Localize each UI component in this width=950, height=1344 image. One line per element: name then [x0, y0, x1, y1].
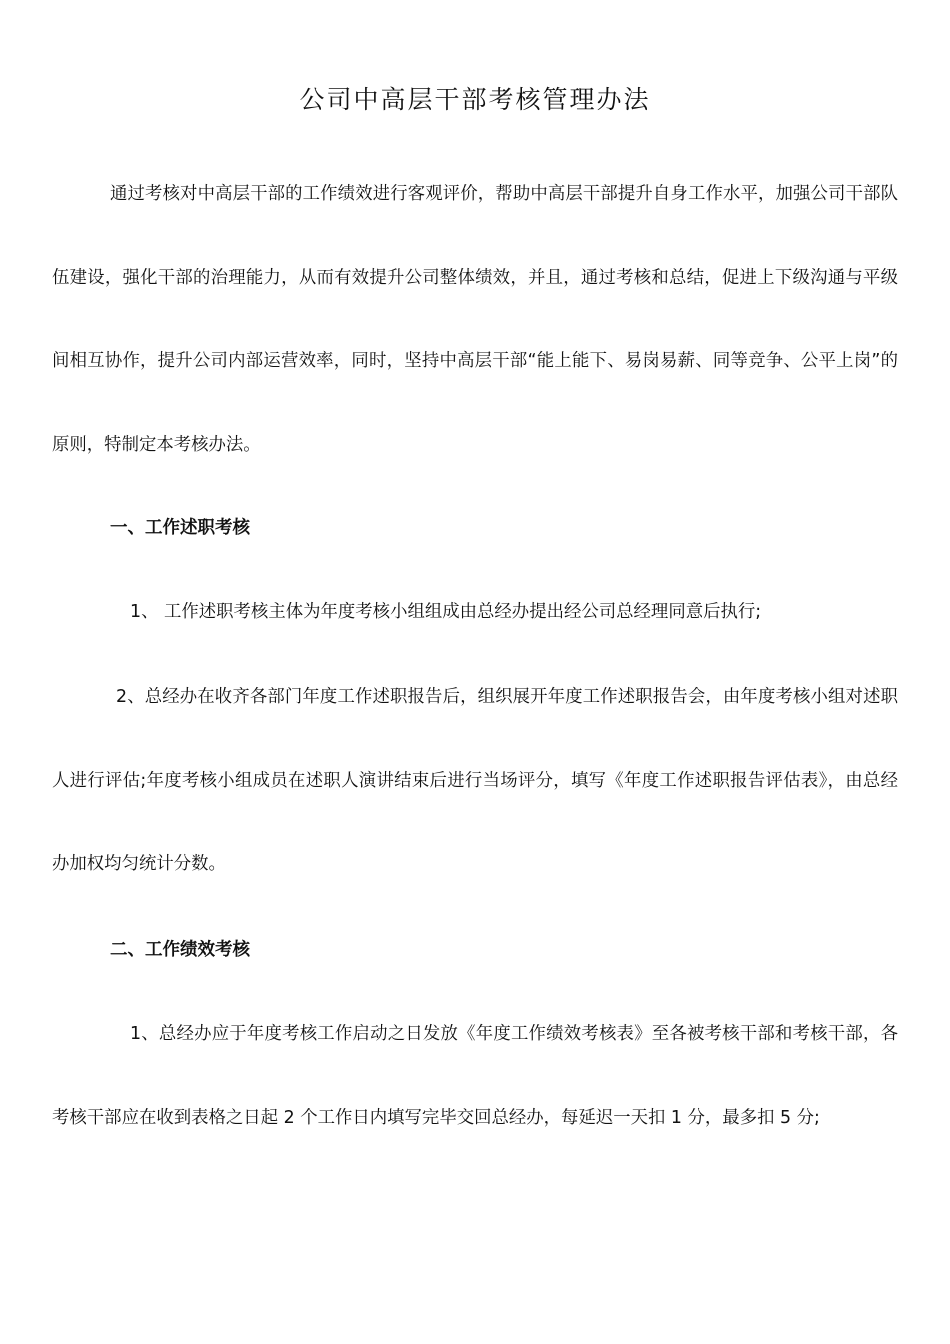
- document-title: 公司中高层干部考核管理办法: [299, 85, 651, 114]
- section-2-item-1: 1、总经办应于年度考核工作启动之日发放《年度工作绩效考核表》至各被考核干部和考核干部，各考核干部应在收到表格之日起 2 个工作日内填写完毕交回总经办，每延迟一天扣 1 分，最多扣 5 分;: [52, 1024, 898, 1128]
- section-1-item-2: 2、总经办在收齐各部门年度工作述职报告后，组织展开年度工作述职报告会，由年度考核小组对述职人进行评估;年度考核小组成员在述职人演讲结束后进行当场评分，填写《年度工作述职报告评估表》，由总经办加权均匀统计分数。: [52, 687, 898, 874]
- section-1-item-1: 1、 工作述职考核主体为年度考核小组组成由总经办提出经公司总经理同意后执行;: [130, 602, 762, 622]
- intro-paragraph: 通过考核对中高层干部的工作绩效进行客观评价，帮助中高层干部提升自身工作水平，加强公司干部队伍建设，强化干部的治理能力，从而有效提升公司整体绩效，并且，通过考核和总结，促进上下级沟通与平级间相互协作，提升公司内部运营效率，同时，坚持中高层干部“能上能下、易岗易薪、同等竞争、公平上岗”的原则，特制定本考核办法。: [52, 184, 898, 455]
- section-heading-2: 二、工作绩效考核: [110, 940, 250, 960]
- section-heading-1: 一、工作述职考核: [110, 518, 250, 538]
